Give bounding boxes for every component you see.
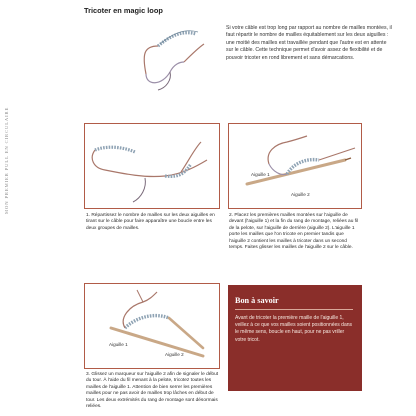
step3-label-needle1: Aiguille 1 xyxy=(109,342,128,347)
step2-label-needle1: Aiguille 1 xyxy=(251,172,270,177)
step2-caption: 2. Placez les premières mailles montées sur l'aiguille de devant (l'aiguille 1) et la fin du rang de montage, reliées au fil de la pelote, sur l'aiguille de derrière (aiguille 2). L'aiguille 1 porte les mailles que l'on tricote en premier tandis que l'aiguille 2 contient les mailles à tricoter dans un second temps. Faites glisser les mailles de l'aiguille 2 sur le câble. xyxy=(229,213,359,251)
section-title: Tricoter en magic loop xyxy=(84,6,163,15)
running-side-label: MON PREMIER PULL EN CIRCULAIRE xyxy=(4,106,9,214)
tip-text: Avant de tricoter la première maille de l'aiguille 1, veillez à ce que vos mailles soient positionnées dans le même sens, boucle en haut, pour ne pas vriller votre tricot. xyxy=(235,315,353,343)
step2-illustration xyxy=(229,124,361,208)
step3-caption: 3. Glissez un marqueur sur l'aiguille 2 afin de signaler le début du tour. À l'aide du fil menant à la pelote, tricotez toutes les mailles de l'aiguille 1. Attention de bien serrer les premières mailles pour ne pas avoir de mailles trop lâches en début de tour. Les deux extrémités du rang de montage sont désormais reliées. xyxy=(86,372,219,410)
step2-label-needle2: Aiguille 2 xyxy=(291,192,310,197)
tip-divider xyxy=(235,309,353,310)
step1-frame xyxy=(84,123,220,209)
step3-illustration xyxy=(85,284,219,368)
step3-frame xyxy=(84,283,220,369)
step1-illustration xyxy=(85,124,219,208)
tip-title: Bon à savoir xyxy=(235,296,279,305)
tip-box xyxy=(228,285,362,391)
step1-caption: 1. Répartissez le nombre de mailles sur les deux aiguilles en tirant sur le câble pour faire apparaître une boucle entre les deux groupes de mailles. xyxy=(86,213,215,231)
step3-label-needle2: Aiguille 2 xyxy=(165,352,184,357)
intro-paragraph: Si votre câble est trop long par rapport au nombre de mailles montées, il faut répartir le nombre de mailles équitablement sur les deux aiguilles : une moitié des mailles est travaillée pendant que l'autre est en attente sur le câble. Cette technique permet d'avoir assez de flexibilité et de pouvoir tricoter en rond librement et sans démarcations. xyxy=(226,25,392,61)
magic-loop-illustration xyxy=(140,16,214,92)
step2-frame xyxy=(228,123,362,209)
